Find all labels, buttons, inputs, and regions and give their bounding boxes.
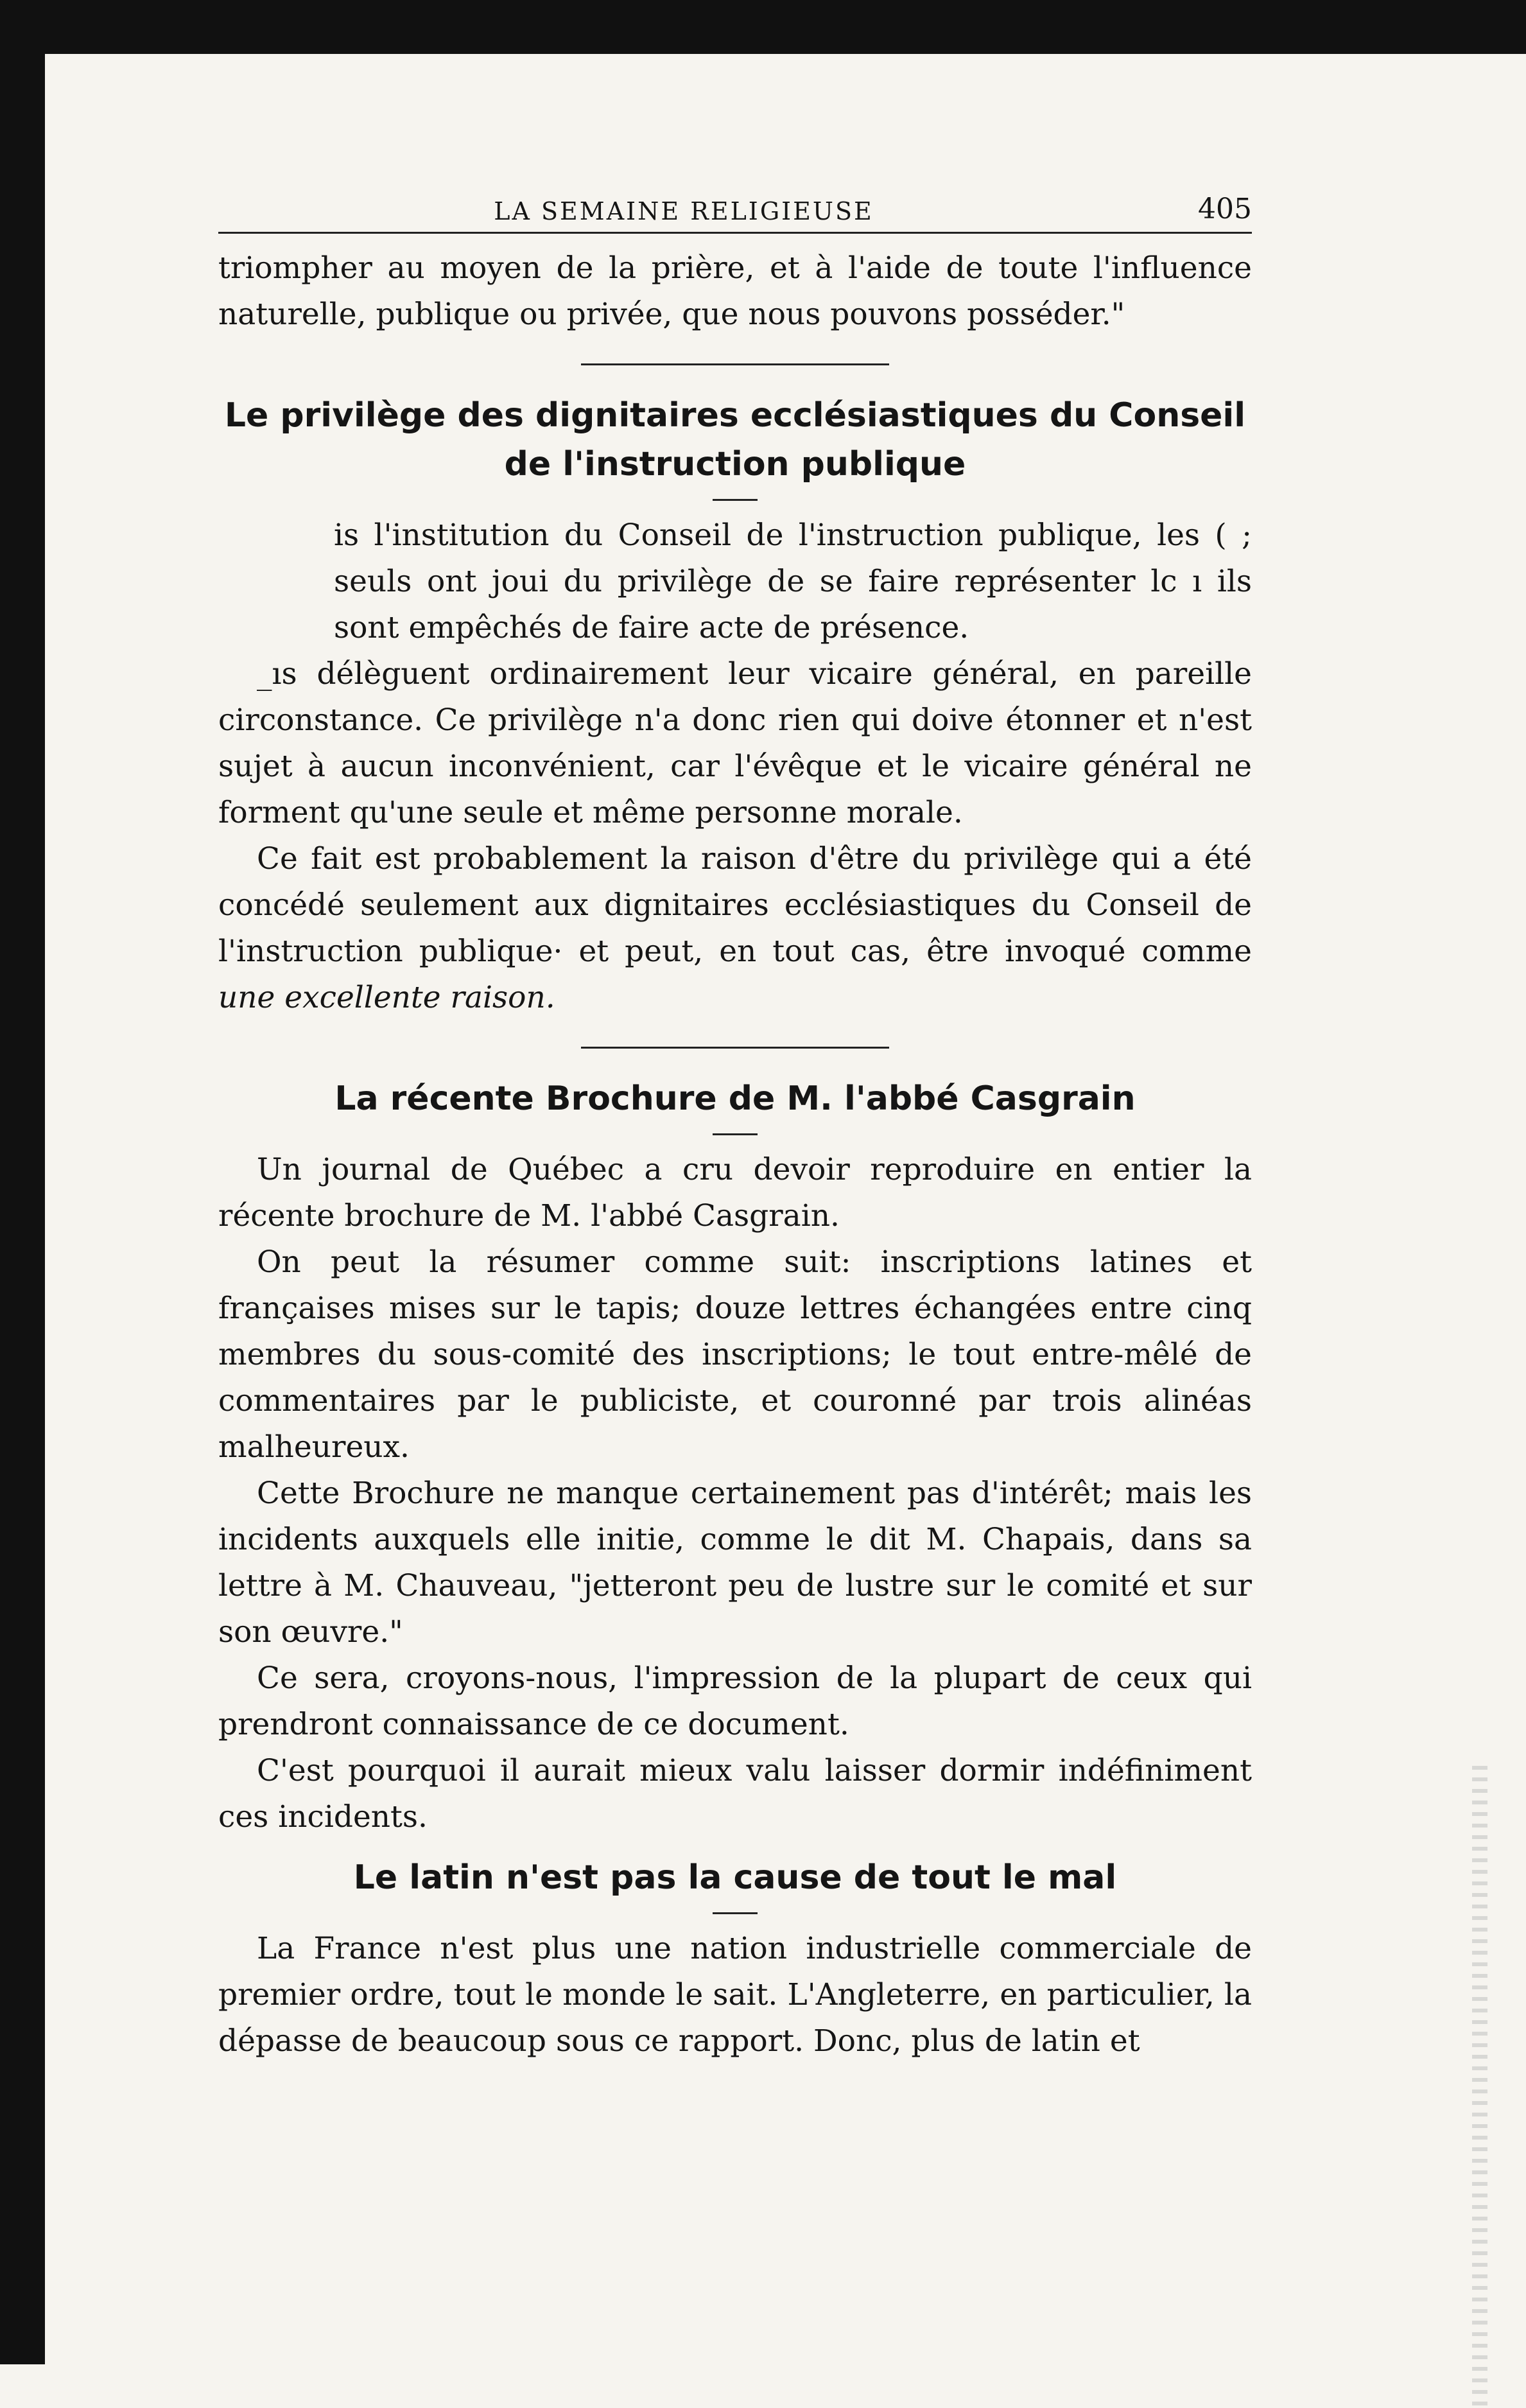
running-title: LA SEMAINE RELIGIEUSE	[494, 197, 874, 225]
paragraph: C'est pourquoi il aurait mieux valu laisser dormir indéfiniment ces incidents.	[218, 1753, 1252, 1835]
page-header	[218, 193, 1252, 234]
section-title-privilege: Le privilège des dignitaires ecclésiastiques du Conseil de l'instruction publique	[224, 396, 1246, 484]
page-number: 405	[1198, 193, 1252, 225]
paragraph: is l'institution du Conseil de l'instruction publique, les ( ; seuls ont joui du privilège de se faire représenter lc ı ils sont empêchés de faire acte de présence.	[334, 518, 1252, 645]
section-title-latin: Le latin n'est pas la cause de tout le mal	[353, 1858, 1117, 1897]
title-rule	[713, 1133, 758, 1135]
section-separator	[581, 1047, 889, 1049]
section-separator	[581, 363, 889, 365]
paragraph: On peut la résumer comme suit: inscriptions latines et françaises mises sur le tapis; douze lettres échangées entre cinq membres du sous-comité des inscriptions; le tout entre-mêlé de commentaires par le publiciste, et couronné par trois alinéas malheureux.	[218, 1244, 1252, 1465]
paragraph-text: Ce fait est probablement la raison d'être du privilège qui a été concédé seulement aux dignitaires ecclésiastiques du Conseil de l'instruction publique· et peut, en tout cas, être invoqué comme	[218, 841, 1252, 969]
title-rule	[713, 499, 758, 501]
paragraph	[218, 836, 1252, 1021]
page	[218, 193, 1252, 2312]
paragraph: Un journal de Québec a cru devoir reproduire en entier la récente brochure de M. l'abbé Casgrain.	[218, 1152, 1252, 1234]
italic-phrase: une excellente raison.	[218, 980, 555, 1015]
scan-left-border	[0, 54, 45, 2364]
title-rule	[713, 1912, 758, 1914]
opening-paragraph: triompher au moyen de la prière, et à l'aide de toute l'influence naturelle, publique ou privée, que nous pouvons posséder."	[218, 250, 1252, 332]
scan-edge-noise	[1472, 1766, 1487, 2408]
paragraph: Cette Brochure ne manque certainement pas d'intérêt; mais les incidents auxquels elle initie, comme le dit M. Chapais, dans sa lettre à M. Chauveau, "jetteront peu de lustre sur le comité et sur son œuvre."	[218, 1476, 1252, 1650]
section-title-brochure: La récente Brochure de M. l'abbé Casgrain	[334, 1079, 1136, 1118]
paragraph: Ce sera, croyons-nous, l'impression de la plupart de ceux qui prendront connaissance de ce document.	[218, 1661, 1252, 1742]
scan-top-border	[0, 0, 1526, 54]
paragraph: La France n'est plus une nation industrielle commerciale de premier ordre, tout le monde le sait. L'Angleterre, en particulier, la dépasse de beaucoup sous ce rapport. Donc, plus de latin et	[218, 1931, 1252, 2059]
paragraph: _ıs délèguent ordinairement leur vicaire général, en pareille circonstance. Ce privilège n'a donc rien qui doive étonner et n'est sujet à aucun inconvénient, car l'évêque et le vicaire général ne forment qu'une seule et même personne morale.	[218, 656, 1252, 830]
